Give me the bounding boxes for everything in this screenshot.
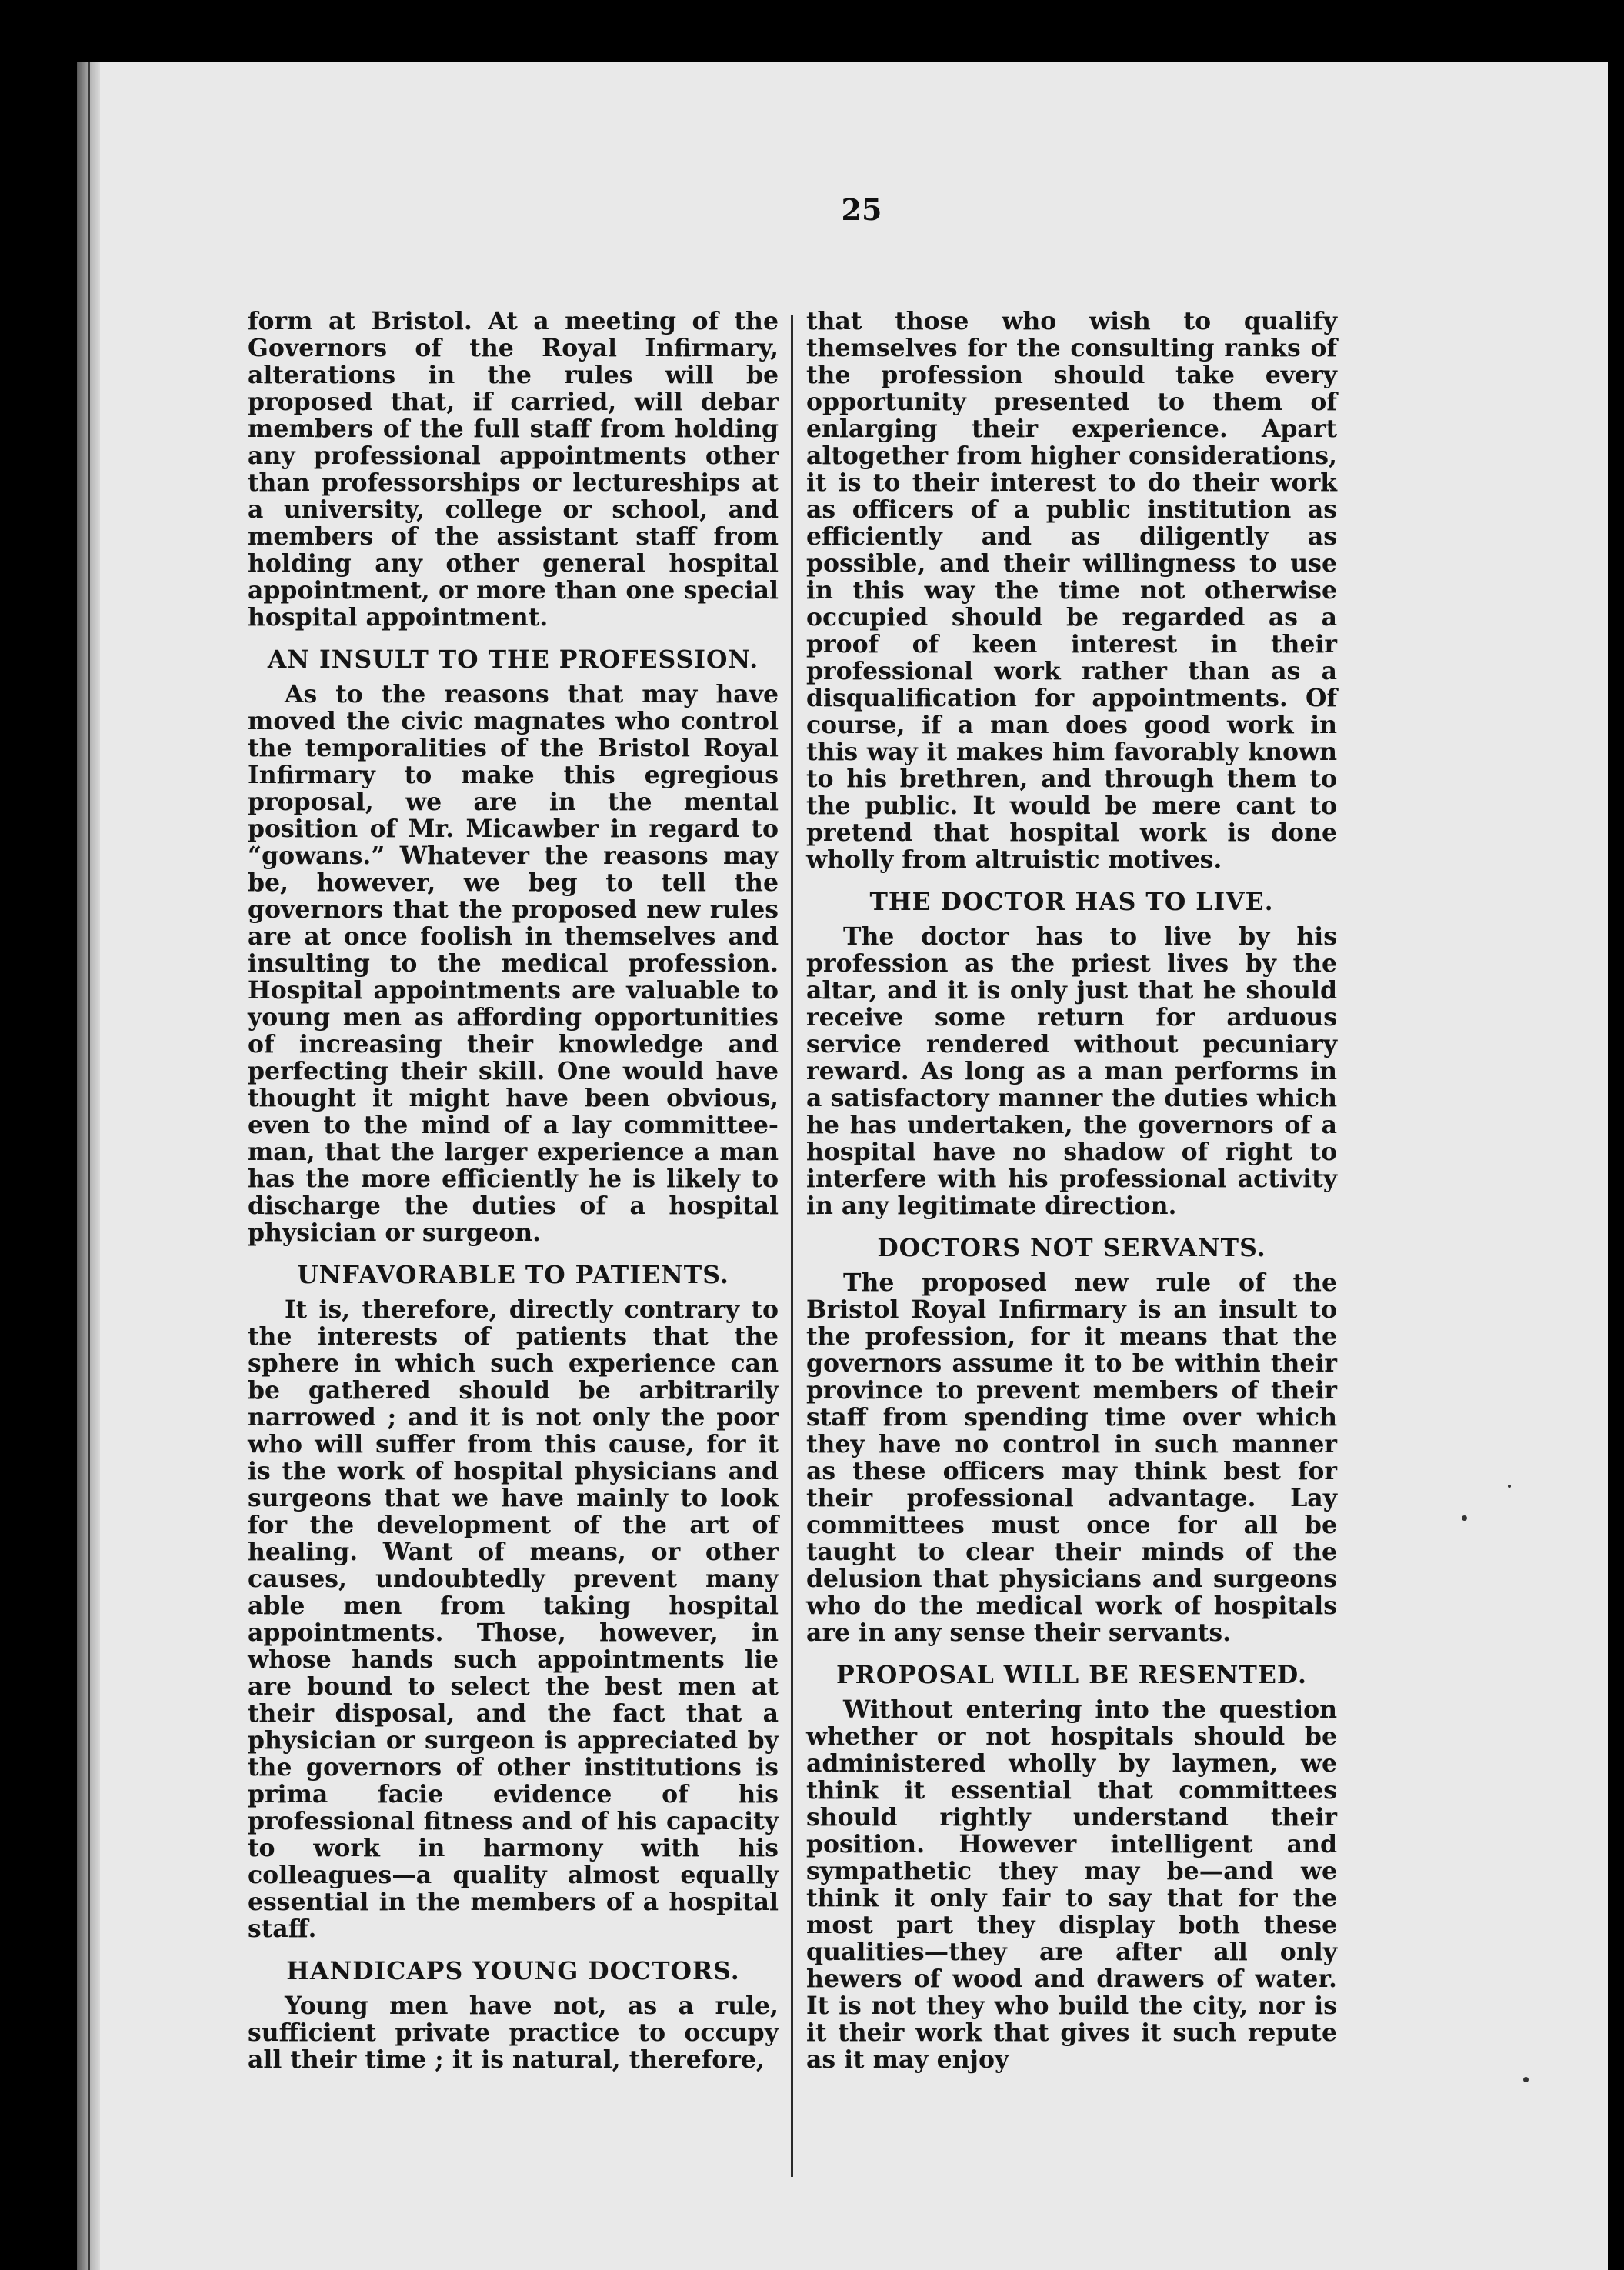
spine-edge <box>88 62 90 2270</box>
page-number: 25 <box>841 192 882 227</box>
left-column <box>248 308 779 2073</box>
section-heading: PROPOSAL WILL BE RESENTED. <box>835 1661 1308 1689</box>
section-heading: AN INSULT TO THE PROFESSION. <box>267 645 759 674</box>
book-page <box>77 62 1608 2270</box>
ink-speck <box>1508 1485 1511 1488</box>
right-column <box>806 308 1337 2073</box>
column-divider <box>791 315 793 2177</box>
paragraph: It is, therefore, directly contrary to the interests of patients that the sphere in which such experience can be gathered should be arbitrarily narrowed ; and it is not only the poor who will suffer from this cause, for it is the work of hospital physicians and surgeons that we have mainly to look for the development of the art of healing. Want of means, or other causes, undoubtedly prevent many able men from taking hospital appointments. Those, however, in whose hands such appointments lie are bound to select the best men at their disposal, and the fact that a physician or surgeon is appreciated by the governors of other institutions is prima facie evidence of his professional fitness and of his capacity to work in harmony with his colleagues—a quality almost equally essential in the members of a hospital staff. <box>248 1295 779 1943</box>
section-heading: HANDICAPS YOUNG DOCTORS. <box>286 1957 740 1985</box>
paragraph: As to the reasons that may have moved the civic magnates who control the temporalities of the Bristol Royal Infirmary to make this egregious proposal, we are in the mental position of Mr. Micawber in regard to “gowans.” Whatever the reasons may be, however, we beg to tell the governors that the proposed new rules are at once foolish in themselves and insulting to the medical profession. Hospital appointments are valuable to young men as affording opportunities of increasing their knowledge and perfecting their skill. One would have thought it might have been obvious, even to the mind of a lay committee-man, that the larger experience a man has the more efficiently he is likely to discharge the duties of a hospital physician or surgeon. <box>248 680 779 1247</box>
paragraph: Without entering into the question whether or not hospitals should be administered wholly by laymen, we think it essential that committees should rightly understand their position. However intelligent and sympathetic they may be—and we think it only fair to say that for the most part they display both these qualities—they are after all only hewers of wood and drawers of water. It is not they who build the city, nor is it their work that gives it such repute as it may enjoy <box>806 1695 1337 2074</box>
ink-speck <box>1462 1515 1467 1521</box>
ink-speck <box>1523 2077 1529 2082</box>
paragraph: The doctor has to live by his profession as the priest lives by the altar, and it is only just that he should receive some return for arduous service rendered without pecuniary reward. As long as a man performs in a satisfactory manner the duties which he has undertaken, the governors of a hospital have no shadow of right to interfere with his professional activity in any legitimate direction. <box>806 922 1337 1220</box>
section-heading: DOCTORS NOT SERVANTS. <box>877 1234 1266 1262</box>
paragraph: The proposed new rule of the Bristol Royal Infirmary is an insult to the profession, for it means that the governors assume it to be within their province to prevent members of their staff from spending time over which they have no control in such manner as these officers may think best for their professional advantage. Lay committees must once for all be taught to clear their minds of the delusion that physicians and surgeons who do the medical work of hospitals are in any sense their servants. <box>806 1268 1337 1647</box>
paragraph: form at Bristol. At a meeting of the Governors of the Royal Infirmary, alterations in the rules will be proposed that, if carried, will debar members of the full staff from holding any professional appointments other than professorships or lectureships at a university, college or school, and members of the assistant staff from holding any other general hospital appointment, or more than one special hospital appointment. <box>248 307 779 632</box>
paragraph: that those who wish to qualify themselves for the consulting ranks of the profession should take every opportunity presented to them of enlarging their experience. Apart altogether from higher considerations, it is to their interest to do their work as officers of a public institution as efficiently and as diligently as possible, and their willingness to use in this way the time not otherwise occupied should be regarded as a proof of keen interest in their professional work rather than as a disqualification for appointments. Of course, if a man does good work in this way it makes him favorably known to his brethren, and through them to the public. It would be mere cant to pretend that hospital work is done wholly from altruistic motives. <box>806 307 1337 874</box>
section-heading: UNFAVORABLE TO PATIENTS. <box>297 1261 729 1289</box>
paragraph: Young men have not, as a rule, sufficient private practice to occupy all their time ; it is natural, therefore, <box>248 1992 779 2074</box>
section-heading: THE DOCTOR HAS TO LIVE. <box>869 888 1274 916</box>
